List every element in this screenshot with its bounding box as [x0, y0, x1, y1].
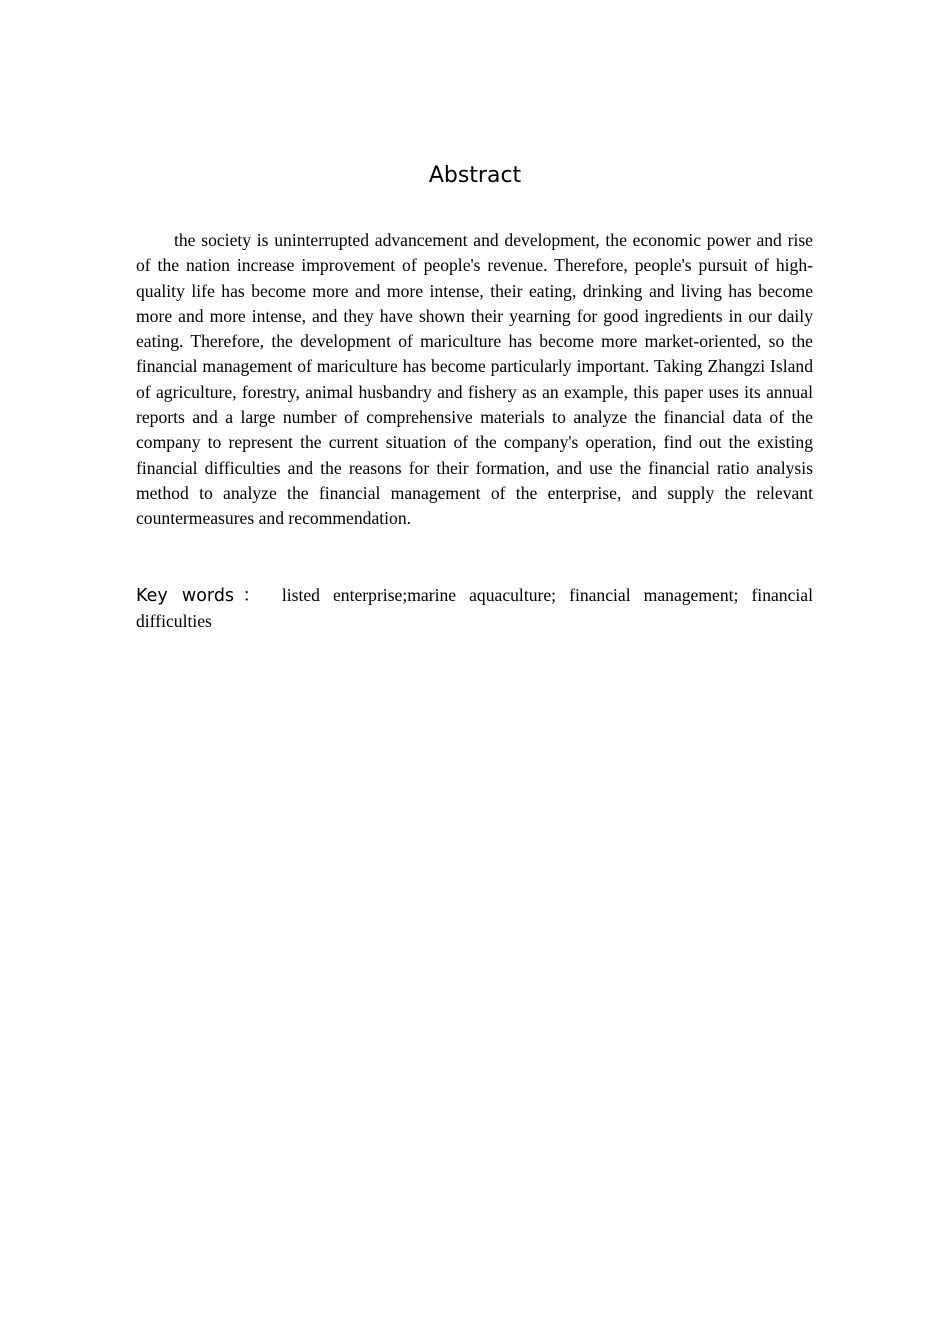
keywords-list: listed enterprise;marine aquaculture; financial management; financial difficulties [136, 585, 813, 632]
keywords-line [136, 583, 813, 635]
abstract-title: Abstract [428, 163, 522, 188]
keywords-label: Key words： [136, 586, 269, 606]
abstract-paragraph: the society is uninterrupted advancement and development, the economic power and rise of the nation increase improvement of people's revenue. Therefore, people's pursuit of high-quality life has become more and more intense, their eating, drinking and living has become more and more intense, and they have shown their yearning for good ingredients in our daily eating. Therefore, the development of mariculture has become more market-oriented, so the financial management of mariculture has become particularly important. Taking Zhangzi Island of agriculture, forestry, animal husbandry and fishery as an example, this paper uses its annual reports and a large number of comprehensive materials to analyze the financial data of the company to represent the current situation of the company's operation, find out the existing financial difficulties and the reasons for their formation, and use the financial ratio analysis method to analyze the financial management of the enterprise, and supply the relevant countermeasures and recommendation. [136, 230, 813, 529]
